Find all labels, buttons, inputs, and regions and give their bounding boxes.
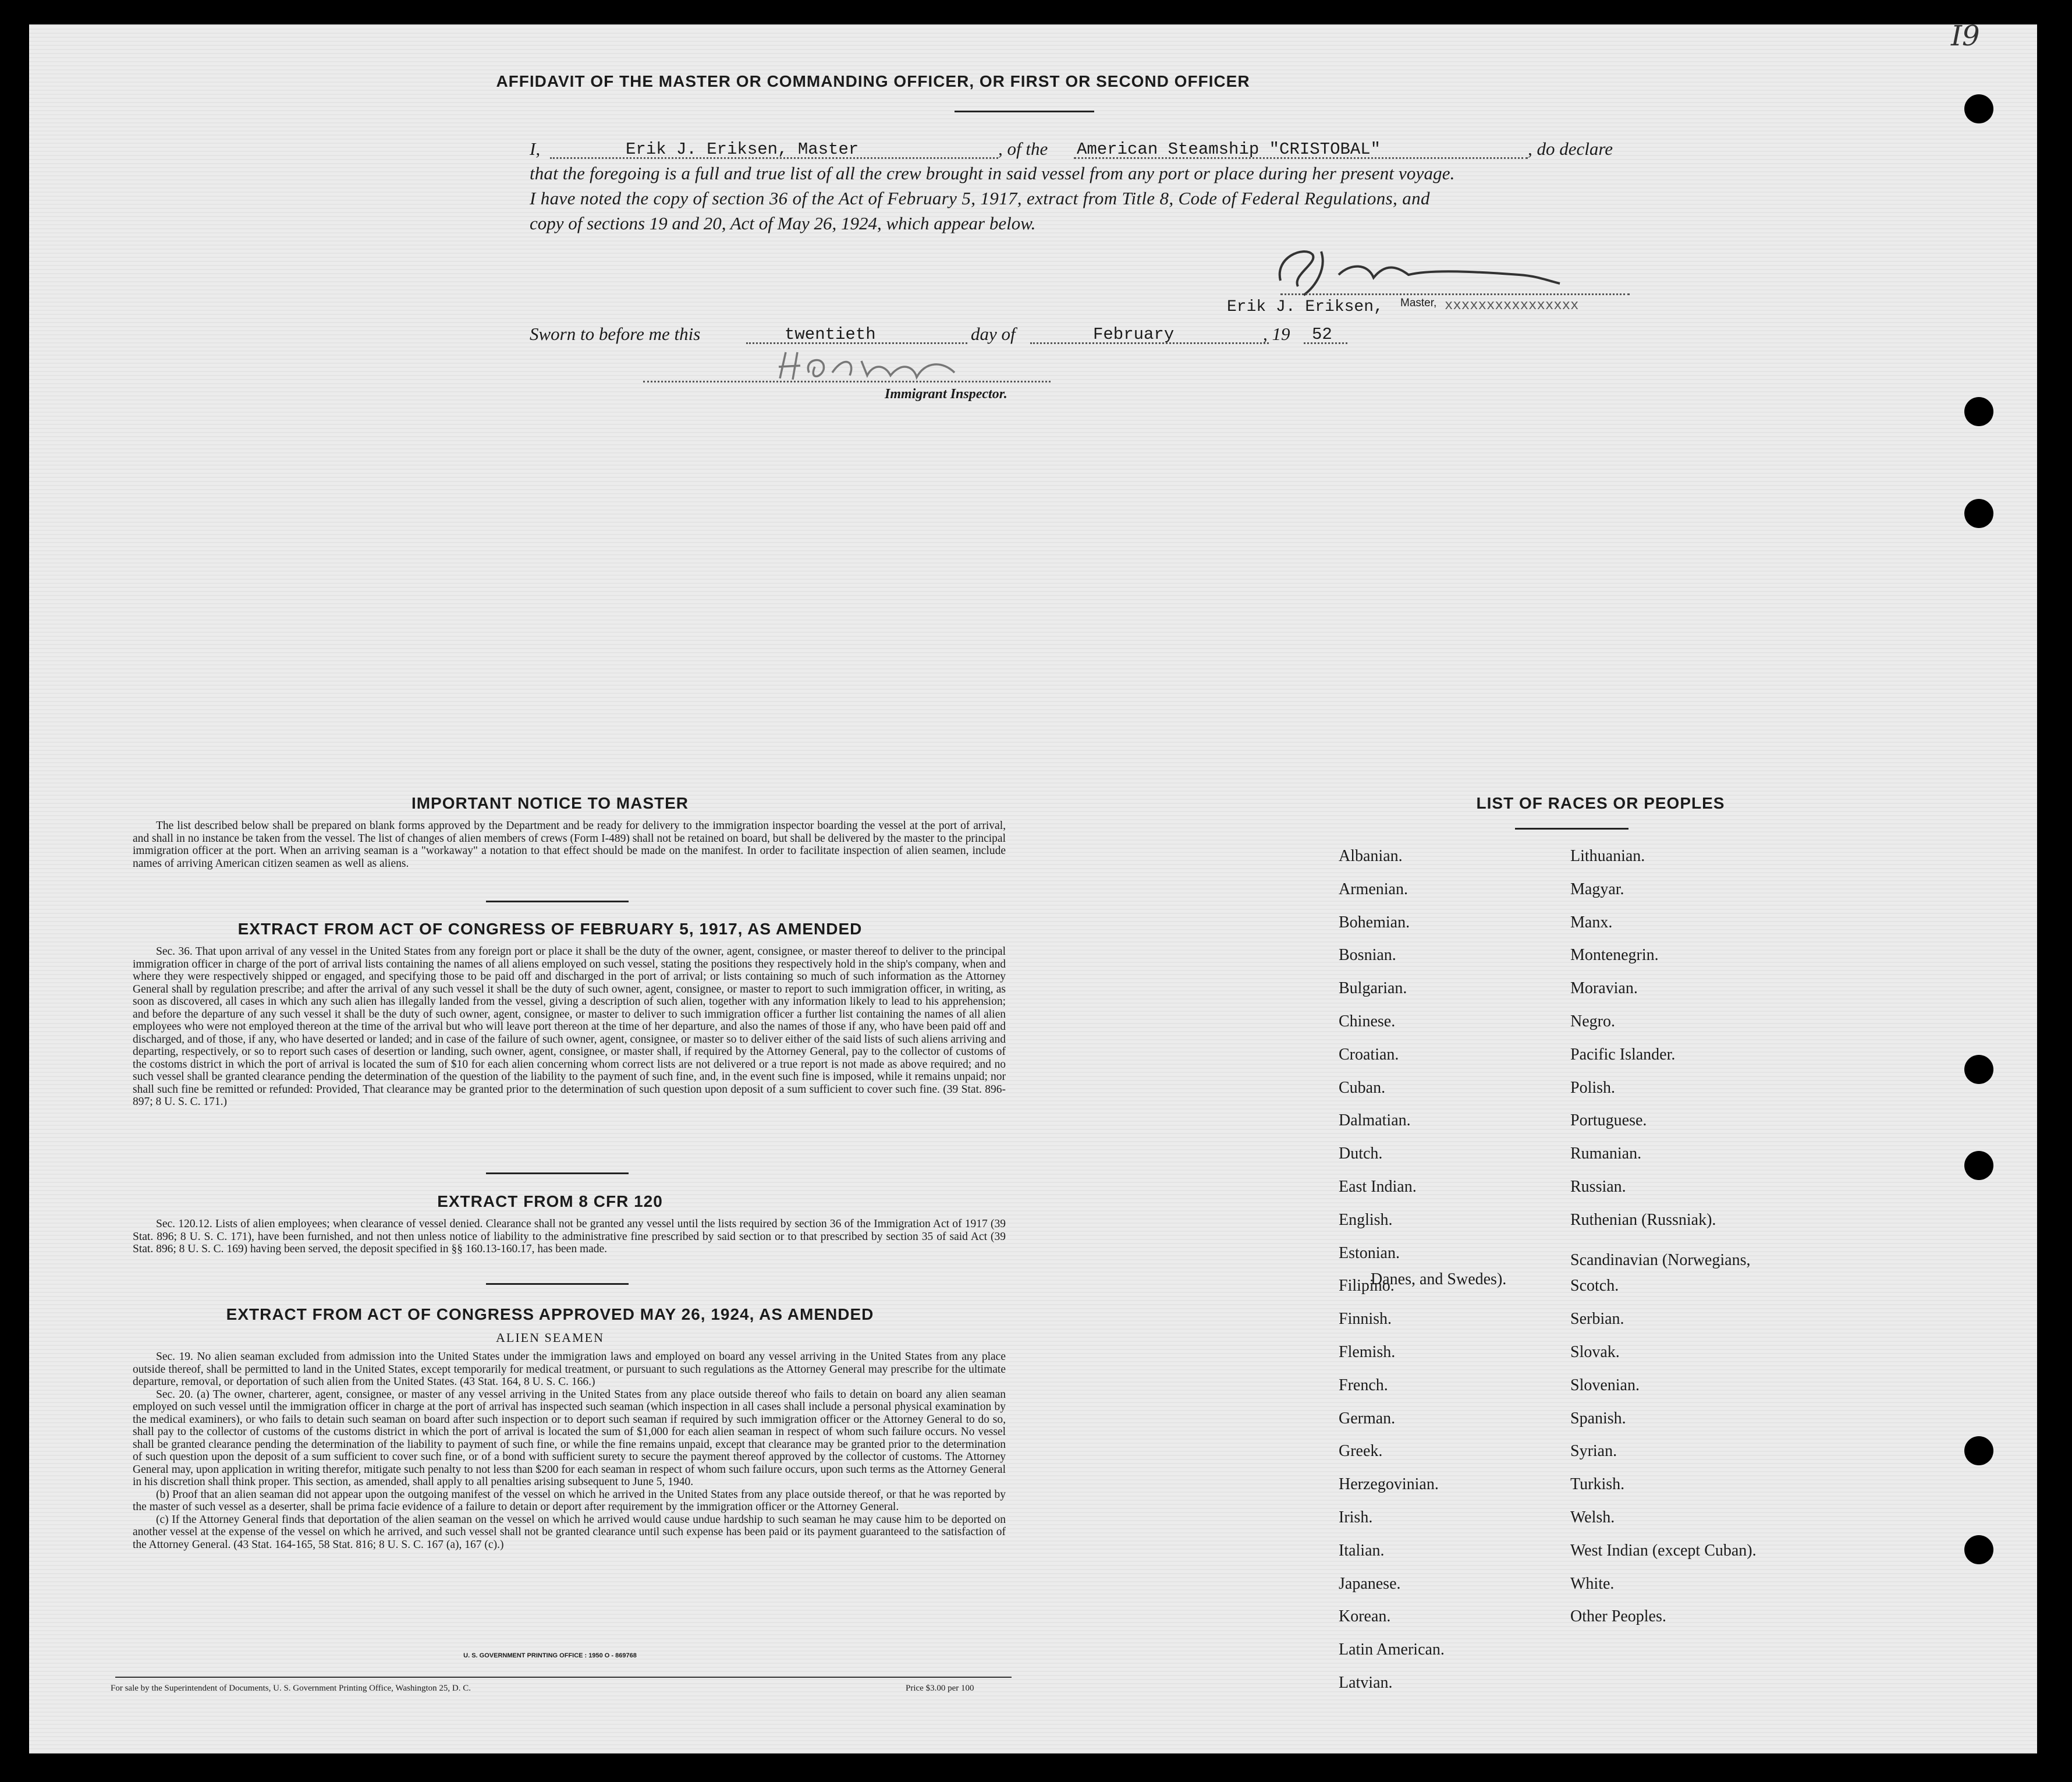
punch-hole	[1964, 1436, 1993, 1465]
master-name: Erik J. Eriksen, Master	[626, 140, 859, 159]
sworn-year: 52	[1312, 325, 1332, 344]
extractcfr-title: EXTRACT FROM 8 CFR 120	[437, 1192, 663, 1210]
punch-hole	[1964, 1535, 1993, 1564]
punch-hole	[1964, 397, 1993, 426]
extractcfr-paragraph: Sec. 120.12. Lists of alien employees; when clearance of vessel denied. Clearance shall not be granted any vessel until the lists required by section 36 of the Immigration Act of 1917 (39 Stat. 896; 8 U. S. C. 171), have been furnished, and not then unless notice of liability to the administrative fine prescribed by said section or to that prescribed by section 35 of said Act (39 Stat. 896; 8 U. S. C. 169) having been served, the deposit specified in §§ 160.13-160.17, has been made.	[133, 1218, 1006, 1255]
race-item: Finnish.	[1339, 1310, 1392, 1328]
race-item: Moravian.	[1570, 979, 1638, 998]
race-item: Korean.	[1339, 1607, 1391, 1626]
footer-sale: For sale by the Superintendent of Documents, U. S. Government Printing Office, Washington 25, D. C.	[111, 1684, 471, 1693]
race-item: Bosnian.	[1339, 946, 1396, 965]
extract1917-title: EXTRACT FROM ACT OF CONGRESS OF FEBRUARY 5, 1917, AS AMENDED	[237, 920, 863, 938]
extract1924-subtitle: ALIEN SEAMEN	[496, 1330, 604, 1345]
race-item: Latvian.	[1339, 1674, 1393, 1692]
punch-hole	[1964, 499, 1993, 528]
sworn-year-prefix: , 19	[1263, 324, 1290, 344]
race-item: Bulgarian.	[1339, 979, 1407, 998]
notice-paragraph: The list described below shall be prepared on blank forms approved by the Department and be ready for delivery to the immigration inspector boarding the vessel at the port of arrival, and shall in no instance be taken from the vessel. The list of changes of alien members of crews (Form I-489) shall not be retained on board, but shall be delivered by the master to the principal immigration officer at the port. When an arriving seaman is a "workaway" a notation to that effect should be made on the manifest. In order to facilitate inspection of alien seamen, include names of arriving American citizen seamen as well as aliens.	[133, 820, 1006, 870]
sec20c-paragraph: (c) If the Attorney General finds that deportation of the alien seaman on the vessel on which he arrived would cause undue hardship to such seaman he may cause him to be deported on another vessel at the expense of the vessel on which he arrived, and such vessel shall not be granted clearance until such expense has been paid or its payment guaranteed to the satisfaction of the Attorney General. (43 Stat. 164-165, 58 Stat. 816; 8 U. S. C. 167 (a), 167 (c).)	[133, 1513, 1006, 1551]
race-item: Irish.	[1339, 1508, 1373, 1526]
race-item: Welsh.	[1570, 1508, 1615, 1526]
race-item: Estonian.	[1339, 1243, 1400, 1262]
punch-hole	[1964, 94, 1993, 123]
notice-title: IMPORTANT NOTICE TO MASTER	[411, 794, 689, 812]
race-item: Negro.	[1570, 1012, 1615, 1030]
race-item: Other Peoples.	[1570, 1607, 1666, 1626]
race-item: Manx.	[1570, 913, 1613, 931]
race-item: Slovenian.	[1570, 1376, 1640, 1394]
race-item: Pacific Islander.	[1570, 1045, 1676, 1064]
race-item: German.	[1339, 1409, 1396, 1427]
corner-mark: I9	[1951, 24, 1980, 52]
extract1924-text	[133, 1351, 1006, 1551]
race-item: Portuguese.	[1570, 1111, 1647, 1130]
affidavit-of-the: , of the	[998, 139, 1048, 159]
sworn-day: twentieth	[785, 325, 876, 344]
race-item: Scandinavian (Norwegians,	[1570, 1250, 1751, 1269]
race-item: Syrian.	[1570, 1442, 1617, 1461]
race-item: Cuban.	[1339, 1078, 1386, 1097]
sec20b-paragraph: (b) Proof that an alien seaman did not appear upon the outgoing manifest of the vessel on which he arrived in the United States from any place outside thereof, or that he was reported by the master of such vessel as a deserter, shall be prima facie evidence of a failure to detain or deport after requirement by the immigration officer or the Attorney General.	[133, 1488, 1006, 1513]
divider	[955, 111, 1094, 112]
race-item: Rumanian.	[1570, 1145, 1642, 1163]
race-item: Russian.	[1570, 1178, 1626, 1196]
race-item: West Indian (except Cuban).	[1570, 1541, 1757, 1560]
inspector-label: Immigrant Inspector.	[885, 387, 1007, 402]
affidavit-line1-prefix: I,	[530, 139, 541, 159]
punch-hole	[1964, 1055, 1993, 1084]
race-item: Chinese.	[1339, 1012, 1396, 1030]
extract1917-text	[133, 945, 1006, 1108]
extract1917-paragraph: Sec. 36. That upon arrival of any vessel in the United States from any foreign port or place it shall be the duty of the owner, agent, consignee, or master thereof to deliver to the principal immigration officer in charge of the port of arrival lists containing the names of all aliens employed on such vessel, stating the positions they respectively hold in the ship's company, when and where they were respectively shipped or engaged, and specifying those to be paid off and discharged in the port of arrival; or lists containing so much of such information as the Attorney General shall by regulation prescribe; and after the arrival of any such vessel it shall be the duty of such owner, agent, consignee, or master to report to such immigration officer, in writing, as soon as discovered, all cases in which any such alien has illegally landed from the vessel, giving a description of such alien, together with any information likely to lead to his apprehension; and before the departure of any such vessel it shall be the duty of such owner, agent, consignee, or master to deliver to such immigration officer a further list containing the names of all alien employees who were not employed thereon at the time of the arrival but who will leave port thereon at the time of her departure, and also the names of those if any, who have been paid off and discharged, and of those, if any, who have deserted or landed; and in case of the failure of such owner, agent, consignee, or master so to deliver either of the said lists of such aliens arriving and departing, respectively, or so to report such cases of desertion or landing, such owner, agent, consignee, or master shall, if required by the Attorney General, pay to the collector of customs of the costoms district in which the port of arrival is located the sum of $10 for each alien concerning whom correct lists are not delivered or a true report is not made as above required; and no such vessel shall be granted clearance pending the determination of the question of the liability to the payment of such fine, and, in the event such fine is imposed, while it remains unpaid; nor shall such fine be remitted or refunded: Provided, That clearance may be granted prior to the determination of such question upon deposit of a sum sufficient to cover such fine. (39 Stat. 896-897; 8 U. S. C. 171.)	[133, 945, 1006, 1108]
extractcfr-text	[133, 1218, 1006, 1256]
race-item: Croatian.	[1339, 1045, 1399, 1064]
sec19-paragraph: Sec. 19. No alien seaman excluded from admission into the United States under the immigration laws and employed on board any vessel arriving in the United States from any place outside thereof, shall be permitted to land in the United States, except temporarily for medical treatment, or pursuant to such regulations as the Attorney General may prescribe for the ultimate departure, removal, or deportation of such alien from the United States. (43 Stat. 164, 8 U. S. C. 166.)	[133, 1351, 1006, 1388]
race-item: Dutch.	[1339, 1145, 1383, 1163]
race-item: Japanese.	[1339, 1574, 1401, 1593]
punch-hole	[1964, 1151, 1993, 1180]
race-item: Polish.	[1570, 1078, 1616, 1097]
divider	[1515, 828, 1628, 830]
sec20a-paragraph: Sec. 20. (a) The owner, charterer, agent, consignee, or master of any vessel arriving in the United States from any place outside thereof who fails to detain on board any alien seaman employed on such vessel until the immigration officer in charge at the port of arrival has inspected such seaman (which inspection in all cases shall include a personal physical examination by the medical examiners), or who fails to detain such seaman on board after such inspection or to deport such seaman if required by such immigration officer or the Attorney General to do so, shall pay to the collector of customs of the customs district in which the port of arrival is located the sum of $1,000 for each alien seaman in respect of whom such failure occurs. No vessel shall be granted clearance pending the determination of the liability to payment of such fine, or while the fine remains unpaid, except that clearance may be granted prior to the determination of such question upon the deposit of a sum sufficient to cover such fine, or of a bond with sufficient surety to secure the payment thereof approved by the collector of customs. The Attorney General may, upon application in writing therefor, mitigate such penalty to not less than $200 for each seaman in respect of whom such failure occurs, upon such terms as the Attorney General in his discretion shall think proper. This section, as amended, shall apply to all penalties arising subsequent to June 5, 1940.	[133, 1388, 1006, 1488]
blank-line	[1304, 342, 1347, 344]
divider	[486, 1283, 629, 1285]
race-item: English.	[1339, 1210, 1393, 1229]
race-item: Albanian.	[1339, 847, 1403, 865]
signature-title: Master,	[1400, 297, 1437, 309]
gpo-imprint: U. S. GOVERNMENT PRINTING OFFICE : 1950 O - 869768	[463, 1652, 637, 1659]
race-item: Ruthenian (Russniak).	[1570, 1210, 1716, 1229]
signature-line	[1280, 293, 1630, 295]
race-item: Danes, and Swedes).	[1371, 1270, 1507, 1288]
affidavit-title: AFFIDAVIT OF THE MASTER OR COMMANDING OFFICER, OR FIRST OR SECOND OFFICER	[496, 72, 1250, 90]
race-item: Slovak.	[1570, 1343, 1620, 1361]
race-item: Scotch.	[1570, 1277, 1619, 1295]
race-item: Greek.	[1339, 1442, 1383, 1461]
race-item: Herzegovinian.	[1339, 1475, 1439, 1494]
affidavit-line4: copy of sections 19 and 20, Act of May 26, 1924, which appear below.	[530, 213, 1036, 233]
race-item: Turkish.	[1570, 1475, 1625, 1494]
race-item: Spanish.	[1570, 1409, 1626, 1427]
race-item: White.	[1570, 1574, 1615, 1593]
race-item: Armenian.	[1339, 880, 1408, 898]
divider	[486, 1172, 629, 1174]
notice-text	[133, 820, 1006, 870]
race-item: Filipino.	[1339, 1277, 1395, 1295]
sworn-prefix: Sworn to before me this	[530, 324, 701, 344]
affidavit-line3: I have noted the copy of section 36 of the Act of February 5, 1917, extract from Title 8, Code of Federal Regulations, and	[530, 188, 1430, 208]
race-item: Montenegrin.	[1570, 946, 1659, 965]
inspector-line	[643, 381, 1051, 382]
signature-strikeout: xxxxxxxxxxxxxxxx	[1445, 298, 1579, 314]
races-title: LIST OF RACES OR PEOPLES	[1476, 794, 1725, 812]
affidavit-line2: that the foregoing is a full and true list of all the crew brought in said vessel from any port or place during her present voyage.	[530, 163, 1455, 183]
inspector-signature	[768, 343, 989, 390]
race-item: Serbian.	[1570, 1310, 1624, 1328]
race-item: East Indian.	[1339, 1178, 1417, 1196]
race-item: Italian.	[1339, 1541, 1385, 1560]
affidavit-do-declare: , do declare	[1528, 139, 1613, 159]
race-item: French.	[1339, 1376, 1388, 1394]
footer-price: Price $3.00 per 100	[906, 1684, 974, 1693]
footer-rule	[115, 1677, 1012, 1678]
race-item: Lithuanian.	[1570, 847, 1645, 865]
extract1924-title: EXTRACT FROM ACT OF CONGRESS APPROVED MAY 26, 1924, AS AMENDED	[226, 1305, 874, 1323]
sworn-month: February	[1093, 325, 1175, 344]
race-item: Magyar.	[1570, 880, 1624, 898]
document-sheet	[29, 24, 2037, 1753]
race-item: Bohemian.	[1339, 913, 1410, 931]
race-item: Latin American.	[1339, 1641, 1445, 1659]
vessel-name: American Steamship "CRISTOBAL"	[1077, 140, 1381, 159]
race-item: Dalmatian.	[1339, 1111, 1411, 1130]
sworn-day-of: day of	[971, 324, 1016, 344]
race-item: Flemish.	[1339, 1343, 1396, 1361]
divider	[486, 901, 629, 902]
signature-typed: Erik J. Eriksen,	[1227, 298, 1383, 316]
